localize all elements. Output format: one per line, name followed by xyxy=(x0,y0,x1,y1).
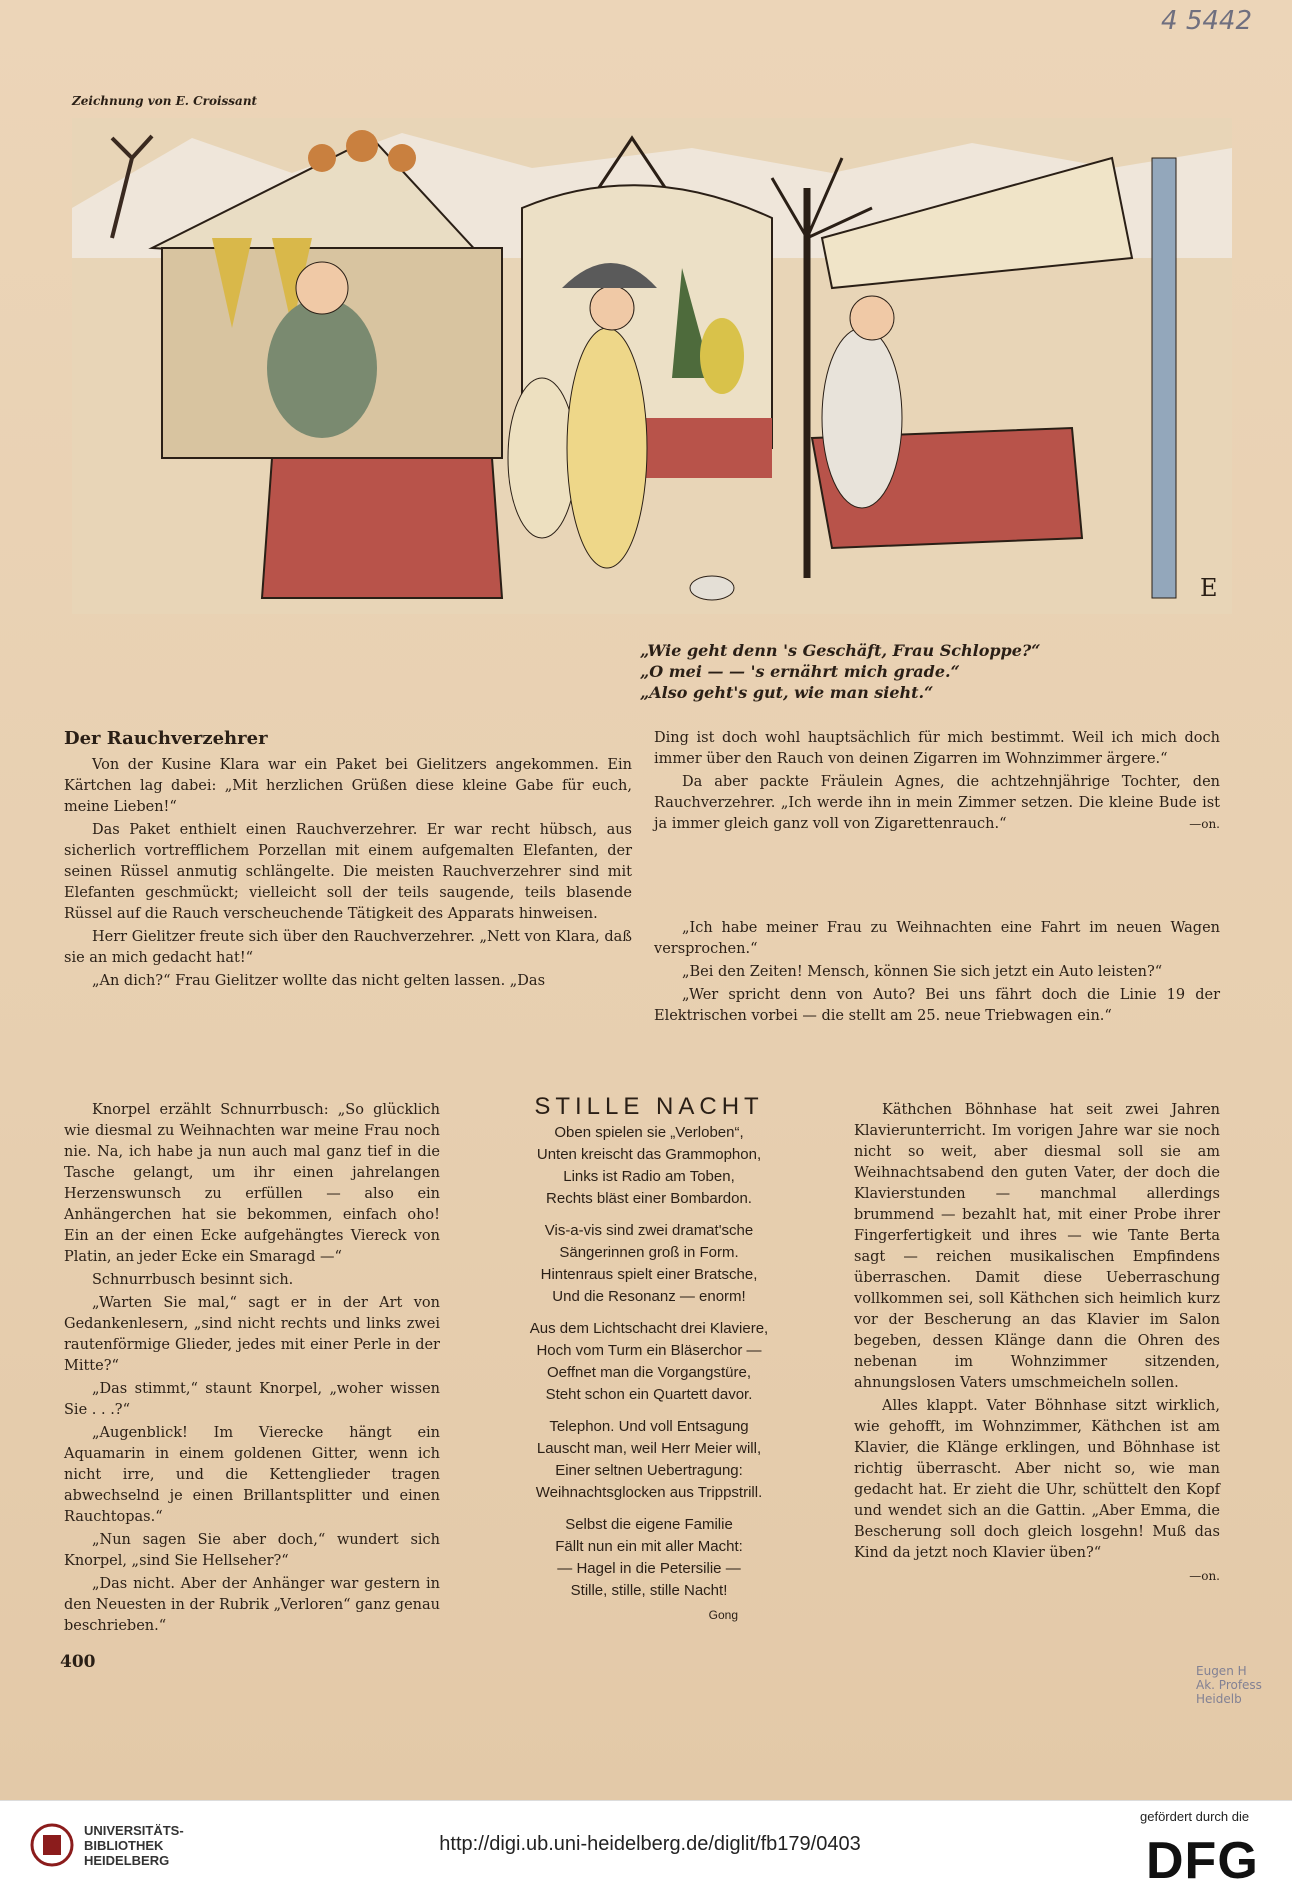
child-figure xyxy=(508,378,576,538)
poem-line: Unten kreischt das Grammophon, xyxy=(536,1146,762,1163)
paragraph: Ding ist doch wohl hauptsächlich für mich bestimmt. Weil ich mich doch immer über den Rauch von deinen Zigarren im Wohnzimmer ärgere.“ xyxy=(654,730,1220,767)
stamp-line: Heidelb xyxy=(1196,1692,1242,1706)
illustration-caption xyxy=(640,640,1140,703)
caption-line: „O mei — — 's ernährt mich grade.“ xyxy=(640,662,960,681)
bananas xyxy=(700,318,744,394)
funding-label: gefördert durch die xyxy=(1140,1809,1250,1824)
paragraph: Herr Gielitzer freute sich über den Rauchverzehrer. „Nett von Klara, daß sie an mich gedacht hat!“ xyxy=(64,929,632,966)
story-kaethchen xyxy=(854,1100,1220,1587)
poem-line: Und die Resonanz — enorm! xyxy=(552,1288,746,1305)
vendor-woman xyxy=(267,298,377,438)
story-rauchverzehrer-left xyxy=(64,728,632,994)
poem-line: Telephon. Und voll Entsagung xyxy=(549,1418,749,1435)
paragraph-text: Da aber packte Fräulein Agnes, die achtzehnjährige Tochter, den Rauchverzehrer. „Ich werde ihn in mein Zimmer setzen. Die kleine Bude ist ja immer gleich ganz voll von Zigarettenrauch.“ xyxy=(654,774,1220,832)
university-seal-icon xyxy=(30,1823,74,1867)
paragraph: „Ich habe meiner Frau zu Weihnachten eine Fahrt im neuen Wagen versprochen.“ xyxy=(654,920,1220,957)
poem-stanza xyxy=(470,1220,828,1308)
poem-line: Hoch vom Turm ein Bläserchor — xyxy=(536,1342,762,1359)
poem-line: — Hagel in die Petersilie — xyxy=(557,1560,741,1577)
paragraph: Knorpel erzählt Schnurrbusch: „So glücklich wie diesmal zu Weihnachten war meine Frau noch nie. Na, ich habe ja nun auch mal ganz tief in die Tasche gelangt, um ihr einen jahrelangen Herzenswunsch zu erfüllen — also ein Anhängerchen hat sie bekommen, einfach oho! Ein an der einen Ecke aufgehängtes Viereck von Platin, an jeder Ecke ein Smaragd —“ xyxy=(64,1102,440,1265)
signoff: —on. xyxy=(1189,817,1220,831)
poem-line: Hintenraus spielt einer Bratsche, xyxy=(540,1266,758,1283)
paragraph: Das Paket enthielt einen Rauchverzehrer. Er war recht hübsch, aus sicherlich vortrefflichem Porzellan mit einem aufgemalten Elefanten, der seinen Rüssel anmutig schlängelte. Die meisten Rauchverzehrer sind mit Elefanten geschmückt; vielleicht soll der teils saugende, teils blasende Rüssel auf die Rauch verscheuchende Tätigkeit des Apparats hinweisen. xyxy=(64,822,632,922)
gingerbread-heart xyxy=(388,144,416,172)
poem-stille-nacht xyxy=(470,1093,828,1626)
paragraph: „Nun sagen Sie aber doch,“ wundert sich Knorpel, „sind Sie Hellseher?“ xyxy=(64,1532,440,1569)
stamp-line: Ak. Profess xyxy=(1196,1678,1262,1692)
dfg-logo[interactable]: DFG xyxy=(1146,1832,1259,1890)
story-rauchverzehrer-right xyxy=(654,728,1220,837)
small-dog xyxy=(690,576,734,600)
permalink-url[interactable]: http://digi.ub.uni-heidelberg.de/diglit/fb179/0403 xyxy=(439,1833,861,1855)
sausage-vendor-head xyxy=(850,296,894,340)
poem-line: Aus dem Lichtschacht drei Klaviere, xyxy=(529,1320,769,1337)
poem-line: Oeffnet man die Vorgangstüre, xyxy=(546,1364,752,1381)
library-name-line: BIBLIOTHEK xyxy=(84,1838,164,1853)
poem-line: Einer seltnen Uebertragung: xyxy=(555,1462,743,1479)
paragraph: „Bei den Zeiten! Mensch, können Sie sich jetzt ein Auto leisten?“ xyxy=(682,964,1163,980)
paragraph: „Augenblick! Im Vierecke hängt ein Aquamarin in einem goldenen Gitter, wenn ich nicht irre, und die Kettenglieder tragen abwechselnd je einen Brillantsplitter und einen Rauchtopas.“ xyxy=(64,1425,440,1525)
poem-line: Steht schon ein Quartett davor. xyxy=(545,1386,753,1403)
poem-stanza xyxy=(470,1514,828,1602)
paragraph: „Das stimmt,“ staunt Knorpel, „woher wissen Sie . . .?“ xyxy=(64,1381,440,1418)
left-stall-counter xyxy=(262,458,502,598)
paragraph: Schnurrbusch besinnt sich. xyxy=(92,1272,294,1288)
story-knorpel xyxy=(64,1100,440,1639)
poem-line: Fällt nun ein mit aller Macht: xyxy=(555,1538,743,1555)
vendor-head xyxy=(296,262,348,314)
paragraph: „Wer spricht denn von Auto? Bei uns fährt doch die Linie 19 der Elektrischen vorbei — die stellt am 25. neue Triebwagen ein.“ xyxy=(654,987,1220,1024)
story-auto xyxy=(654,918,1220,1029)
archive-signature: 4 5442 xyxy=(1161,6,1252,36)
paragraph: Von der Kusine Klara war ein Paket bei Gielitzers angekommen. Ein Kärtchen lag dabei: „Mit herzlichen Grüßen diese kleine Gabe für euch, meine Lieben!“ xyxy=(64,757,632,815)
poem-line: Weihnachtsglocken aus Trippstrill. xyxy=(535,1484,763,1501)
library-name-line: UNIVERSITÄTS- xyxy=(84,1823,184,1838)
paragraph: „Warten Sie mal,“ sagt er in der Art von Gedankenlesern, „sind nicht rechts und links zwei rautenförmige Glieder, jedes mit einer Perle in der Mitte?“ xyxy=(64,1295,440,1374)
story-title: Der Rauchverzehrer xyxy=(64,728,268,749)
poem-stanza xyxy=(470,1318,828,1406)
illustrator-monogram: E xyxy=(1200,574,1218,602)
market-illustration xyxy=(72,118,1232,614)
poem-stanza xyxy=(470,1122,828,1210)
poem-line: Stille, stille, stille Nacht! xyxy=(570,1582,728,1599)
library-name-line: HEIDELBERG xyxy=(84,1853,170,1868)
library-stamp xyxy=(1196,1664,1292,1744)
poem-line: Oben spielen sie „Verloben“, xyxy=(554,1124,744,1141)
paragraph: Alles klappt. Vater Böhnhase sitzt wirklich, wie gehofft, im Wohnzimmer, Käthchen ist am Klavier, die Klänge erklingen, und Böhnhase ist richtig überrascht. Aber nicht so, wie man gedacht hat. Er zieht die Uhr, schüttelt den Kopf und wendet sich an die Gattin. „Aber Emma, die Bescherung soll doch gleich losgehn! Muß das Kind da jetzt noch Klavier üben?“ xyxy=(854,1398,1220,1561)
sausage-vendor xyxy=(822,328,902,508)
poem-line: Lauscht man, weil Herr Meier will, xyxy=(536,1440,762,1457)
poem-author: Gong xyxy=(708,1608,738,1622)
poem-line: Vis-a-vis sind zwei dramat'sche xyxy=(544,1222,754,1239)
poem-line: Sängerinnen groß in Form. xyxy=(559,1244,739,1261)
poem-stanza xyxy=(470,1416,828,1504)
paragraph: Käthchen Böhnhase hat seit zwei Jahren Klavierunterricht. Im vorigen Jahre war sie noch nicht so weit, aber diesmal soll sie am Weihnachtsabend den guten Vater, der doch die Klavierstunden — manchmal allerdings brummend — bezahlt hat, mit einer Probe ihrer Fingerfertigkeit und ihres — wie Tante Berta sagt — reichen musikalischen Empfindens überraschen. Damit diese Ueberraschung vollkommen sei, soll Käthchen sich heimlich kurz vor der Bescherung an das Klavier im Salon begeben, dessen Klänge dann die Ohren des nebenan im Wohnzimmer sitzenden, ahnungslosen Vaters umschmeicheln sollen. xyxy=(854,1102,1220,1391)
viewer-footer xyxy=(0,1800,1292,1894)
gingerbread-heart xyxy=(308,144,336,172)
signoff: —on. xyxy=(1189,1569,1220,1583)
caption-line: „Also geht's gut, wie man sieht.“ xyxy=(640,683,934,702)
poem-title: STILLE NACHT xyxy=(534,1093,764,1120)
caption-line: „Wie geht denn 's Geschäft, Frau Schloppe?“ xyxy=(640,641,1041,660)
paragraph: „Das nicht. Aber der Anhänger war gestern in den Neuesten in der Rubrik „Verloren“ ganz genau beschrieben.“ xyxy=(64,1576,440,1634)
paragraph xyxy=(654,772,1220,835)
paragraph: „An dich?“ Frau Gielitzer wollte das nicht gelten lassen. „Das xyxy=(92,973,546,989)
woman-head xyxy=(590,286,634,330)
poem-line: Links ist Radio am Toben, xyxy=(563,1168,735,1185)
lamp-post xyxy=(1152,158,1176,598)
woman-yellow-coat xyxy=(567,328,647,568)
library-name[interactable] xyxy=(84,1823,184,1868)
page-number: 400 xyxy=(60,1652,96,1672)
stamp-line: Eugen H xyxy=(1196,1664,1247,1678)
poem-line: Rechts bläst einer Bombardon. xyxy=(546,1190,752,1207)
illustration-credit: Zeichnung von E. Croissant xyxy=(72,94,258,108)
poem-line: Selbst die eigene Familie xyxy=(565,1516,733,1533)
gingerbread-heart xyxy=(346,130,378,162)
